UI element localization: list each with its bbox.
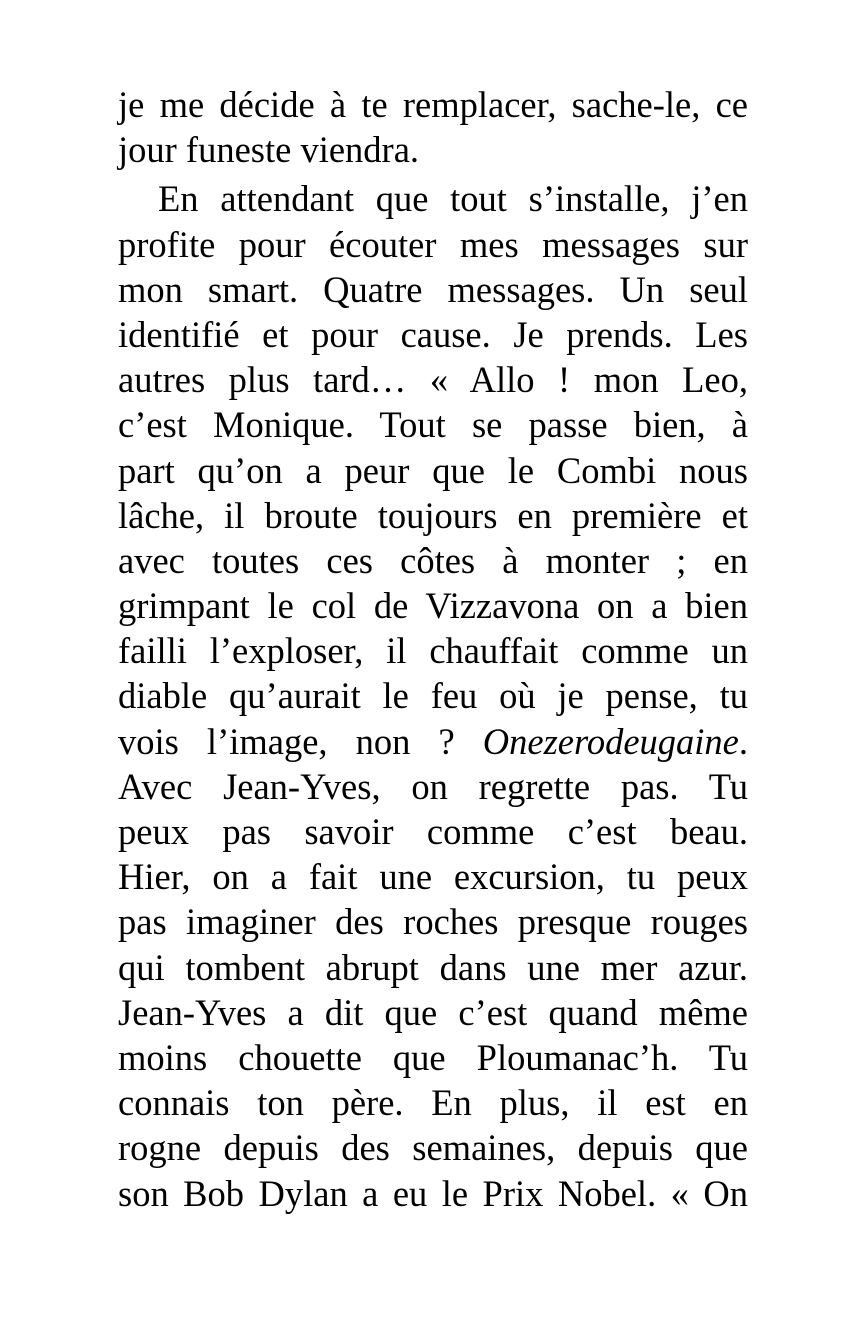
text-segment: lâche, il broute toujours en première et <box>118 494 748 536</box>
text-line <box>118 1171 748 1216</box>
body-text <box>118 82 748 1216</box>
text-line <box>118 719 748 764</box>
text-line <box>118 1080 748 1125</box>
text-segment: diable qu’aurait le feu où je pense, tu <box>118 675 748 717</box>
text-segment: En attendant que tout s’installe, j’en <box>158 178 748 220</box>
text-segment: son Bob Dylan a eu le Prix Nobel. « On <box>118 1172 748 1214</box>
text-segment: grimpant le col de Vizzavona on a bien <box>118 585 748 627</box>
text-segment: Avec Jean-Yves, on regrette pas. Tu <box>118 765 748 807</box>
text-line <box>118 448 748 493</box>
text-segment: Jean-Yves a dit que c’est quand même <box>118 991 748 1033</box>
text-segment: . <box>738 720 748 762</box>
text-line <box>118 127 748 172</box>
text-segment: Hier, on a fait une excursion, tu peux <box>118 856 748 898</box>
text-line <box>118 312 748 357</box>
text-line <box>118 493 748 538</box>
italic-text: Onezerodeugaine <box>482 720 739 762</box>
paragraph-1 <box>118 82 748 172</box>
text-line <box>118 82 748 127</box>
text-segment: identifié et pour cause. Je prends. Les <box>118 313 748 355</box>
text-line <box>118 176 748 221</box>
text-line <box>118 854 748 899</box>
text-line <box>118 673 748 718</box>
text-segment: failli l’exploser, il chauffait comme un <box>118 630 748 672</box>
text-segment: mon smart. Quatre messages. Un seul <box>118 268 748 310</box>
text-segment: autres plus tard… « Allo ! mon Leo, <box>118 359 748 401</box>
text-line <box>118 357 748 402</box>
text-segment: peux pas savoir comme c’est beau. <box>118 811 748 852</box>
text-segment: avec toutes ces côtes à monter ; en <box>118 539 748 581</box>
text-line <box>118 538 748 583</box>
text-segment: moins chouette que Ploumanac’h. Tu <box>118 1036 748 1078</box>
text-line <box>118 1035 748 1080</box>
text-line <box>118 583 748 628</box>
text-line <box>118 1125 748 1170</box>
text-segment: je me décide à te remplacer, sache-le, ce <box>118 84 748 125</box>
text-line <box>118 809 748 854</box>
text-line <box>118 267 748 312</box>
text-segment: profite pour écouter mes messages sur <box>118 223 748 265</box>
text-segment: pas imaginer des roches presque rouges <box>118 901 748 943</box>
text-segment: connais ton père. En plus, il est en <box>118 1082 748 1124</box>
text-segment: c’est Monique. Tout se passe bien, à <box>118 404 748 446</box>
text-line <box>118 764 748 809</box>
text-line <box>118 990 748 1035</box>
text-segment: qui tombent abrupt dans une mer azur. <box>118 946 748 988</box>
text-line <box>118 945 748 990</box>
text-segment: part qu’on a peur que le Combi nous <box>118 449 748 491</box>
text-line <box>118 222 748 267</box>
text-line <box>118 628 748 673</box>
paragraph-2 <box>118 176 748 1215</box>
text-line <box>118 402 748 447</box>
text-segment: rogne depuis des semaines, depuis que <box>118 1127 748 1169</box>
text-line <box>118 899 748 944</box>
text-segment: vois l’image, non ? <box>118 720 483 762</box>
text-segment: jour funeste viendra. <box>118 129 420 171</box>
